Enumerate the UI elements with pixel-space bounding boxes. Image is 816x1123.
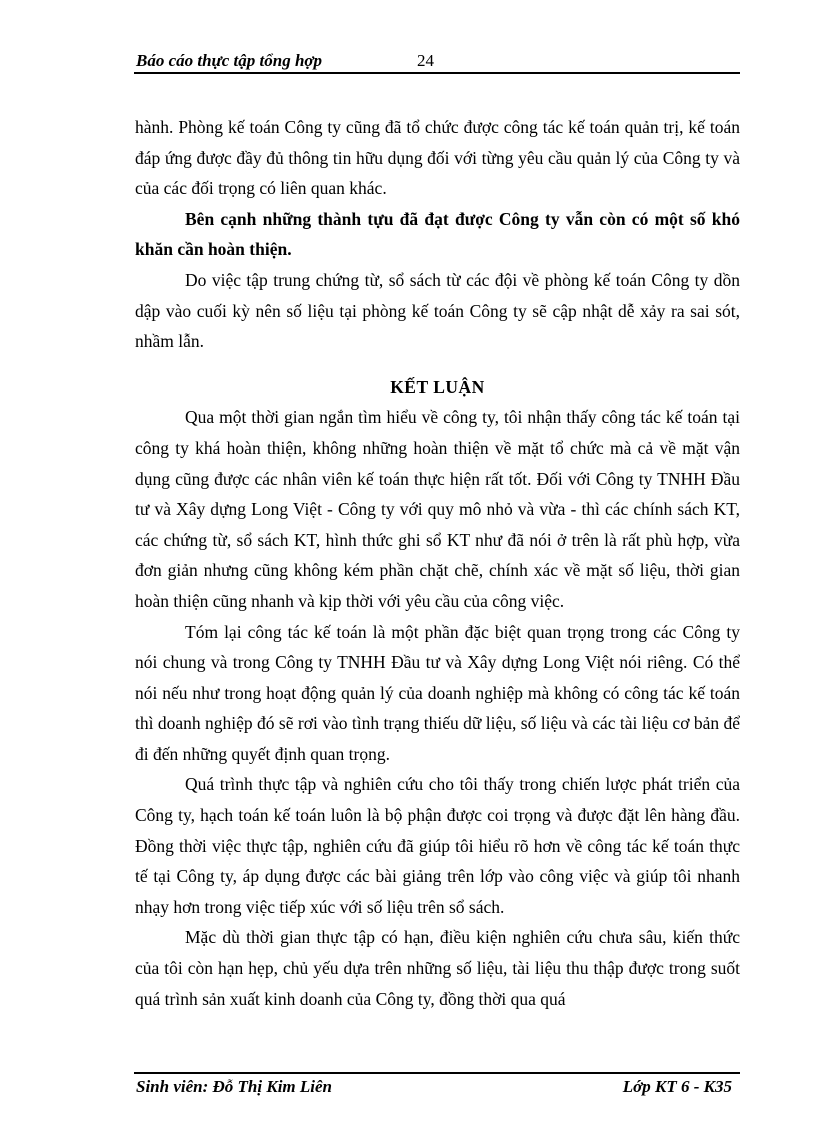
footer-class: Lớp KT 6 - K35 [622,1077,732,1096]
paragraph-difficulties: Do việc tập trung chứng từ, sổ sách từ các đội về phòng kế toán Công ty dồn dập vào cuối kỳ nên số liệu tại phòng kế toán Công ty sẽ cập nhật dễ xảy ra sai sót, nhầm lẫn. [135,269,740,352]
page-number: 24 [417,51,434,70]
footer-student-name: Sinh viên: Đỗ Thị Kim Liên [136,1077,332,1096]
paragraph-conclusion-1: Qua một thời gian ngắn tìm hiểu về công ty, tôi nhận thấy công tác kế toán tại công ty khá hoàn thiện, không những hoàn thiện về mặt tổ chức mà cả về mặt vận dụng cũng được các nhân viên kế toán thực hiện rất tốt. Đối với Công ty TNHH Đầu tư và Xây dựng Long Việt - Công ty với quy mô nhỏ và vừa - thì các chính sách KT, các chứng từ, sổ sách KT, hình thức ghi sổ KT như đã nói ở trên là rất phù hợp, vừa đơn giản nhưng cũng không kém phần chặt chẽ, chính xác về mặt số liệu, thời gian hoàn thiện cũng nhanh và kịp thời với yêu cầu của công việc. [135,407,740,611]
page-footer [134,1072,740,1102]
header-title: Báo cáo thực tập tổng hợp [136,51,323,70]
paragraph-continuation: hành. Phòng kế toán Công ty cũng đã tổ chức được công tác kế toán quản trị, kế toán đáp ứng được đầy đủ thông tin hữu dụng đối với từng yêu cầu quản lý của Công ty và của các đối trọng có liên quan khác. [135,117,740,199]
page-header [134,50,740,74]
paragraph-conclusion-3: Quá trình thực tập và nghiên cứu cho tôi thấy trong chiến lược phát triển của Công ty, hạch toán kế toán luôn là bộ phận được coi trọng và được đặt lên hàng đầu. Đồng thời việc thực tập, nghiên cứu đã giúp tôi hiểu rõ hơn về công tác kế toán thực tế tại Công ty, áp dụng được các bài giảng trên lớp vào công việc và giúp tôi nhanh nhạy hơn trong việc tiếp xúc với số liệu trên sổ sách. [135,774,740,917]
paragraph-conclusion-4: Mặc dù thời gian thực tập có hạn, điều kiện nghiên cứu chưa sâu, kiến thức của tôi còn hạn hẹp, chủ yếu dựa trên những số liệu, tài liệu thu thập được trong suốt quá trình sản xuất kinh doanh của Công ty, đồng thời qua quá [135,927,740,1009]
document-body [135,112,740,1014]
paragraph-difficulties-heading: Bên cạnh những thành tựu đã đạt được Công ty vẫn còn có một số khó khăn cần hoàn thiện. [135,208,740,260]
section-heading-conclusion: KẾT LUẬN [390,376,485,397]
paragraph-conclusion-2: Tóm lại công tác kế toán là một phần đặc biệt quan trọng trong các Công ty nói chung và trong Công ty TNHH Đầu tư và Xây dựng Long Việt nói riêng. Có thể nói nếu như trong hoạt động quản lý của doanh nghiệp mà không có công tác kế toán thì doanh nghiệp đó sẽ rơi vào tình trạng thiếu dữ liệu, số liệu và các tài liệu cơ bản để đi đến những quyết định quan trọng. [135,621,740,764]
